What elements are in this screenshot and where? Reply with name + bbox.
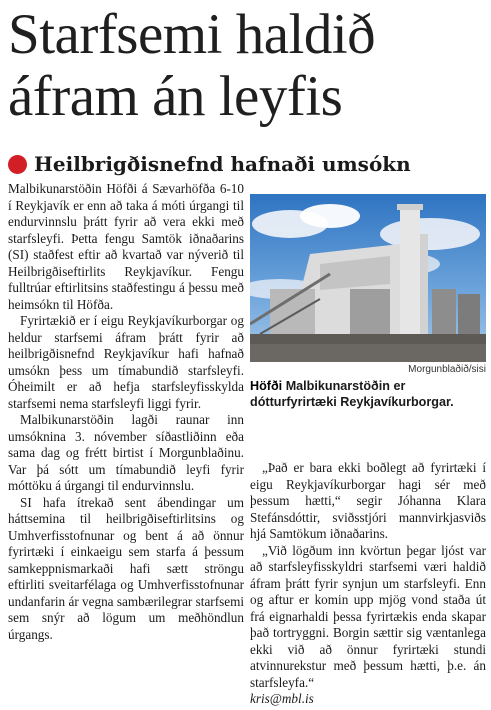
caption-lead: Höfði: [250, 379, 283, 393]
paragraph: Fyrirtækið er í eigu Reykjavíkurborgar og heldur starfsemi áfram þrátt fyrir að heilbrigðisnefnd Reykjavíkur hafi hafnað umsókn þess um tímabundið starfsleyfi. Óheimilt er að hefja starfsleyfisskylda starfsemi nema starfsleyfi liggi fyrir.: [8, 313, 244, 411]
headline-line-1: Starfsemi haldið: [8, 3, 376, 66]
paragraph: Malbikunarstöðin Höfði á Sævarhöfða 6-10 í Reykjavík er enn að taka á móti úrgangi til endurvinnslu þrátt fyrir að vera ekki með starfsleyfi. Þetta fengu Samtök iðnaðarins (SI) staðfest eftir að kvartað var nýverið til Heilbrigðiseftirlits Reykjavíkur. Fengu fulltrúar eftirlitsins staðfestingu á þessu með heimsókn til Höfða.: [8, 181, 244, 312]
right-column: [250, 460, 486, 708]
photo-credit: Morgunblaðið/sisi: [408, 364, 486, 375]
paragraph: Malbikunarstöðin lagði raunar inn umsóknina 3. nóvember síðastliðinn eða sama dag og frétt birtist í Morgunblaðinu. Var þá sótt um tímabundið leyfi fyrir móttöku á úrgangi til endurvinnslu.: [8, 412, 244, 493]
headline-line-2: áfram án leyfis: [8, 65, 343, 128]
red-bullet-icon: [8, 155, 27, 174]
author-email: kris@mbl.is: [250, 691, 314, 706]
paragraph: „Við lögðum inn kvörtun þegar ljóst var að starfsleyfisskyldri starfsemi væri haldið áfram þrátt fyrir synjun um starfsleyfi. Enn og aftur er komin upp mjög vond staða út frá eignarhaldi þessa fyrirtækis enda skapar það tortryggni. Borgin sættir sig væntanlega ekki við að önnur fyrirtæki stundi atvinnurekstur með þessum hætti, þ.e. án starfsleyfa.“: [250, 542, 486, 690]
photo-caption: [250, 378, 486, 410]
left-column: [8, 181, 244, 643]
asphalt-plant-photo: [250, 194, 486, 362]
subheadline: [8, 151, 486, 177]
headline: [8, 4, 486, 128]
paragraph: SI hafa ítrekað sent ábendingar um háttsemina til heilbrigðiseftirlitsins og Umhverfisstofnunar og bent á að önnur fyrirtæki í einkaeigu sem starfa á þessum samkeppnismarkaði hafi sætt ströngu eftirliti sveitarfélaga og Umhverfisstofnunar undanfarin ár vegna sambærilegrar starfsemi sem snýr að lögum um meðhöndlun úrgangs.: [8, 494, 244, 642]
paragraph: „Það er bara ekki boðlegt að fyrirtæki í eigu Reykjavíkurborgar hagi sér með þessum hætti,“ segir Jóhanna Klara Stefánsdóttir, sviðsstjóri mannvirkjasviðs hjá Samtökum iðnaðarins.: [250, 460, 486, 541]
subheadline-text: Heilbrigðisnefnd hafnaði umsókn: [34, 152, 411, 176]
article-photo: [250, 194, 486, 362]
caption-text: Malbikunarstöðin er dótturfyrirtæki Reykjavíkurborgar.: [250, 379, 454, 409]
